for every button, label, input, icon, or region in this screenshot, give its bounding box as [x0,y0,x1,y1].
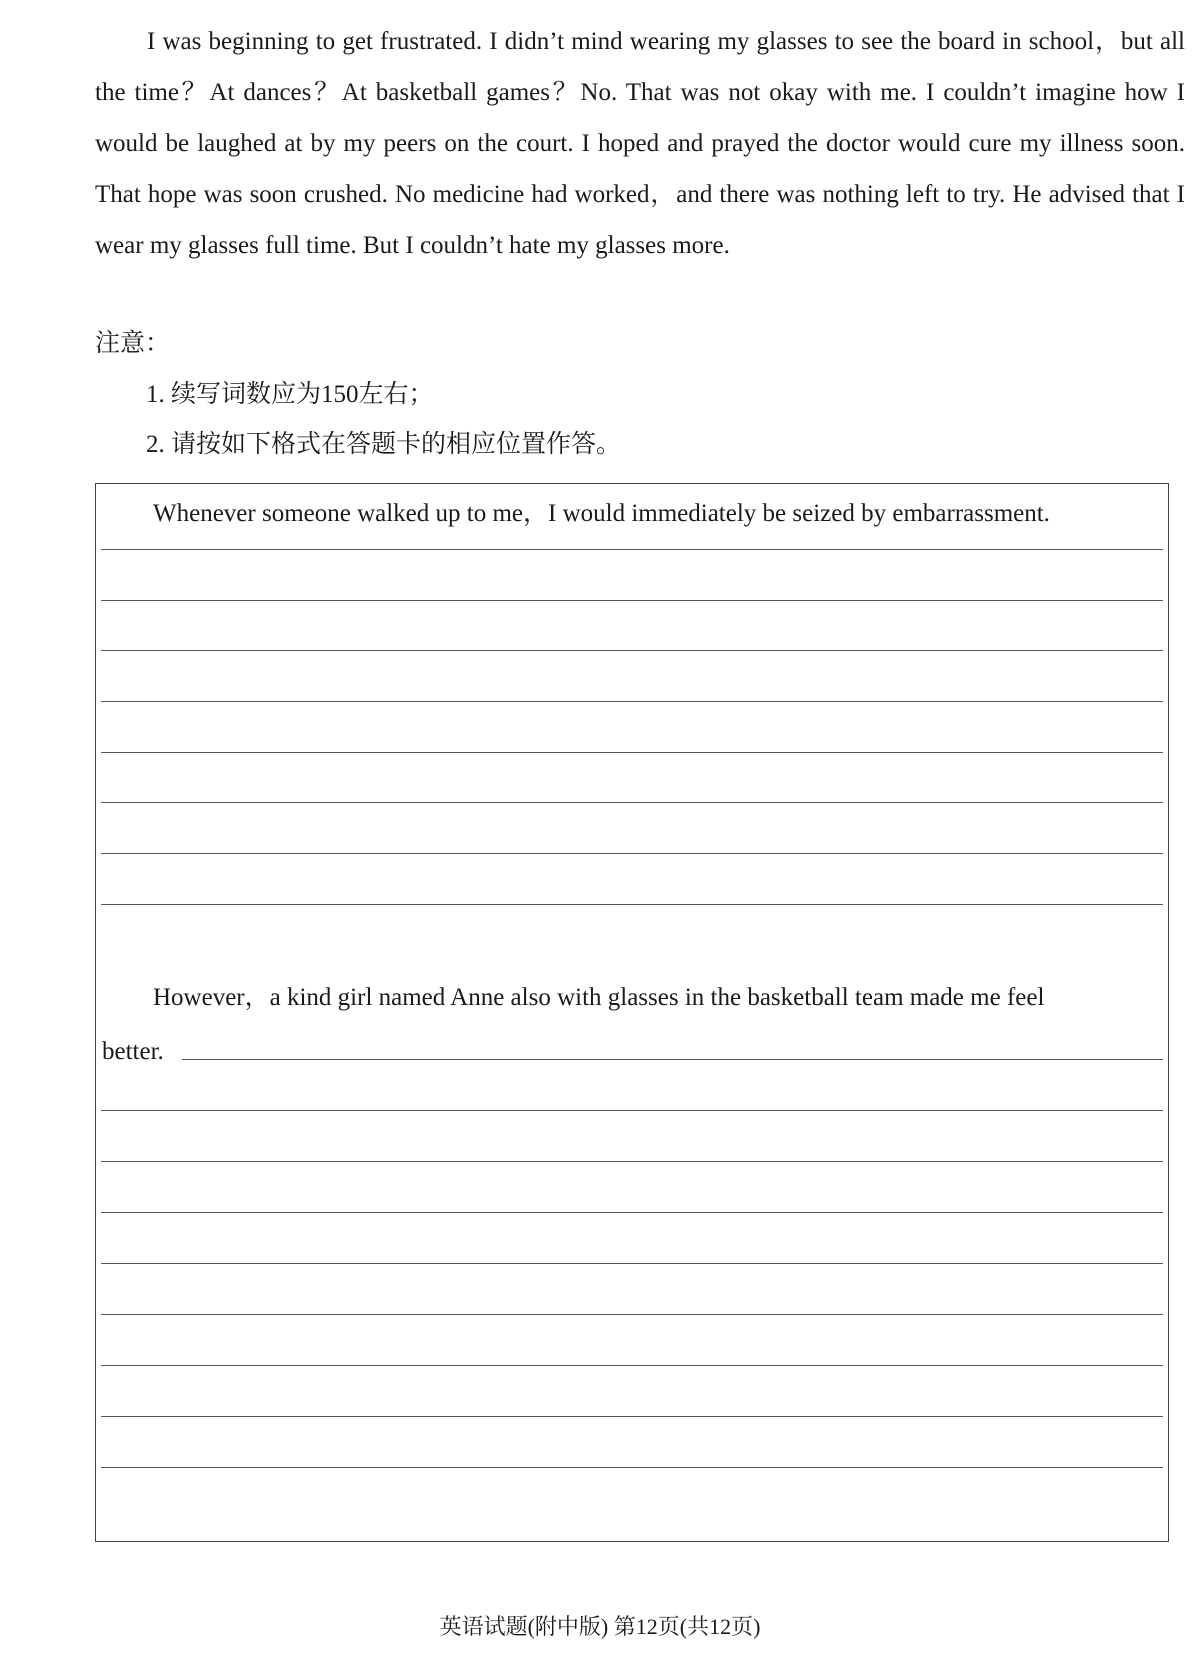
notes-heading: 注意： [95,330,171,357]
writing-line[interactable] [101,1467,1163,1468]
page-footer: 英语试题(附中版) 第12页(共12页) [439,1614,761,1639]
paragraph-2-continuation: better. [102,1038,164,1065]
writing-line[interactable] [101,1161,1163,1162]
writing-line[interactable] [101,752,1163,753]
writing-line[interactable] [101,1365,1163,1366]
answer-writing-box [95,483,1169,1542]
writing-line[interactable] [101,802,1163,803]
writing-line[interactable] [101,853,1163,854]
writing-line[interactable] [101,1416,1163,1417]
writing-line[interactable] [101,549,1163,550]
paragraph-2-opening: However，a kind girl named Anne also with glasses in the basketball team made me feel [153,984,1045,1011]
writing-line[interactable] [101,1263,1163,1264]
paragraph-1-opening: Whenever someone walked up to me，I would immediately be seized by embarrassment. [153,500,1050,527]
writing-line[interactable] [101,600,1163,601]
writing-line[interactable] [101,1314,1163,1315]
note-item-word-count: 1. 续写词数应为150左右； [146,381,434,408]
writing-line[interactable] [101,701,1163,702]
writing-line[interactable] [101,650,1163,651]
writing-line[interactable] [101,904,1163,905]
writing-line[interactable] [182,1059,1163,1060]
story-passage: I was beginning to get frustrated. I didn’t mind wearing my glasses to see the board in school，but all the time？At dances？At basketball games？No. That was not okay with me. I couldn’t imagine how I would be laughed at by my peers on the court. I hoped and prayed the doctor would cure my illness soon. That hope was soon crushed. No medicine had worked，and there was nothing left to try. He advised that I wear my glasses full time. But I couldn’t hate my glasses more. [95,28,1185,259]
writing-line[interactable] [101,1110,1163,1111]
note-item-answer-format: 2. 请按如下格式在答题卡的相应位置作答。 [146,431,622,458]
writing-line[interactable] [101,1212,1163,1213]
